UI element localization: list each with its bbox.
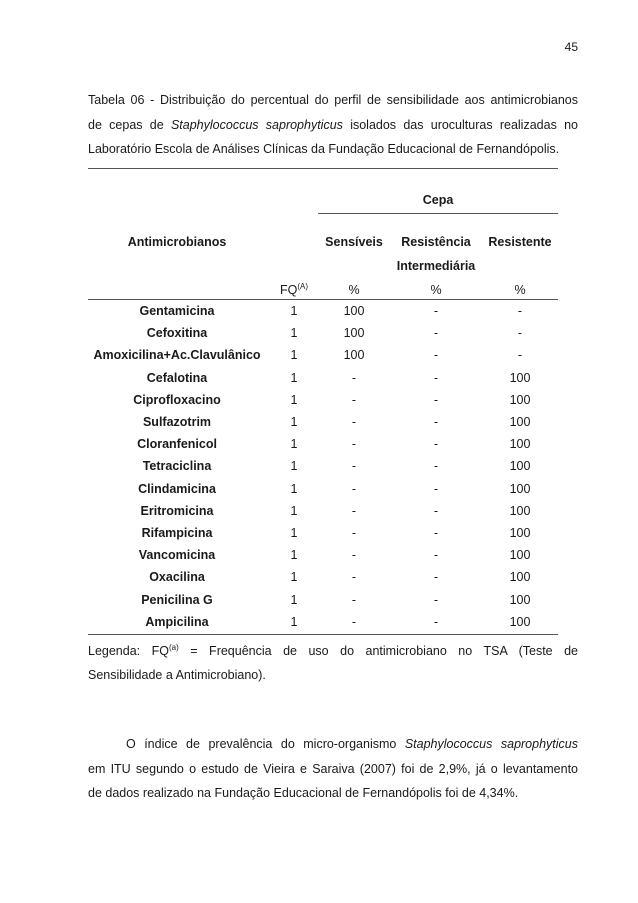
sensitive-value: - <box>351 548 357 563</box>
antimicrobial-name: Sulfazotrim <box>142 415 212 429</box>
sensitive-value: - <box>351 459 357 474</box>
legend-line-1: Legenda: $FQ^{(a)}$ = Frequência de uso do antimicrobiano no TSA (Teste de <box>88 643 579 659</box>
antimicrobial-name: Clindamicina <box>138 481 216 496</box>
antimicrobial-name: Amoxicilina+Ac.Clavulânico <box>93 348 261 363</box>
antimicrobial-name: Vancomicina <box>138 548 216 563</box>
fq-value: 1 <box>290 437 298 452</box>
intermediate-header-line-1: Resistência <box>401 235 471 249</box>
antimicrobial-name: Oxacilina <box>149 570 205 585</box>
antimicrobial-name: Ciprofloxacino <box>133 392 221 407</box>
paragraph-line-3: de dados realizado na Fundação Educacional de Fernandópolis foi de 4,34%. <box>88 786 519 800</box>
fq-value: 1 <box>290 570 298 585</box>
resistant-value: 100 <box>509 548 531 563</box>
sensitive-value: - <box>351 614 357 629</box>
intermediate-value: - <box>433 392 439 407</box>
cepa-header: Cepa <box>422 193 454 207</box>
cepa-rule <box>318 213 558 214</box>
resistant-value: 100 <box>509 526 531 540</box>
resistant-value: - <box>517 304 523 318</box>
sensitive-value: 100 <box>343 304 365 318</box>
resistant-header: Resistente <box>488 235 552 249</box>
antimicrobial-name: Penicilina G <box>141 592 213 607</box>
intermediate-value: - <box>433 592 439 607</box>
antimicrobial-name: Tetraciclina <box>142 459 212 474</box>
sensitive-value: 100 <box>343 348 365 363</box>
sensitive-value: - <box>351 503 357 518</box>
fq-value: 1 <box>290 348 298 363</box>
intermediate-value: - <box>433 481 439 496</box>
antimicrobial-name: Cloranfenicol <box>137 437 217 452</box>
caption-line-2: de cepas de Staphylococcus saprophyticus isolados das uroculturas realizadas no <box>88 117 578 132</box>
resistant-value: 100 <box>509 392 531 407</box>
intermediate-value: - <box>433 437 439 452</box>
sensitive-value: - <box>351 415 357 429</box>
fq-value: 1 <box>290 370 298 385</box>
resistant-pct-header: % <box>514 283 526 297</box>
legend <box>88 636 578 687</box>
legend-line-2: Sensibilidade a Antimicrobiano). <box>88 668 266 683</box>
intermediate-value: - <box>433 614 439 629</box>
resistant-value: 100 <box>509 370 531 385</box>
fq-value: 1 <box>290 526 298 540</box>
fq-value: 1 <box>290 481 298 496</box>
fq-value: 1 <box>290 326 298 341</box>
species-name: Staphylococcus saprophyticus <box>170 117 343 132</box>
sensitive-value: - <box>351 392 357 407</box>
resistant-value: 100 <box>509 415 531 429</box>
resistant-value: 100 <box>509 570 531 585</box>
antimicrobial-name: Ampicilina <box>145 614 209 629</box>
table-caption <box>88 88 578 162</box>
intermediate-value: - <box>433 370 439 385</box>
intermediate-value: - <box>433 348 439 363</box>
body-paragraph <box>88 732 578 806</box>
paragraph-line-1: O índice de prevalência do micro-organismo Staphylococcus saprophyticus <box>126 737 578 751</box>
antimicrobial-name: Rifampicina <box>141 526 213 540</box>
paragraph-line-2: em ITU segundo o estudo de Vieira e Saraiva (2007) foi de 2,9%, já o levantamento <box>88 761 578 776</box>
antimicrobial-name: Cefoxitina <box>146 326 208 341</box>
intermediate-value: - <box>433 415 439 429</box>
intermediate-value: - <box>433 526 439 540</box>
antimicrobial-name: Cefalotina <box>146 370 208 385</box>
sensitive-value: - <box>351 370 357 385</box>
intermediate-value: - <box>433 503 439 518</box>
antimicrobial-name: Eritromicina <box>140 503 214 518</box>
resistant-value: - <box>517 326 523 341</box>
table-bottom-rule <box>88 634 558 635</box>
sensitive-header: Sensíveis <box>325 235 383 249</box>
intermediate-value: - <box>433 548 439 563</box>
intermediate-header-line-2: Intermediária <box>396 259 476 273</box>
fq-value: 1 <box>290 503 298 518</box>
header-bottom-rule <box>88 299 558 300</box>
fq-header: $FQ^{(A)}$ <box>279 282 309 298</box>
resistant-value: 100 <box>509 437 531 452</box>
sensitive-value: - <box>351 592 357 607</box>
resistant-value: - <box>517 348 523 363</box>
page-number: 45 <box>564 40 578 54</box>
species-name: Staphylococcus saprophyticus <box>404 737 578 751</box>
fq-value: 1 <box>290 415 298 429</box>
intermediate-value: - <box>433 304 439 318</box>
resistant-value: 100 <box>509 503 531 518</box>
resistant-value: 100 <box>509 481 531 496</box>
antimicrobial-name: Gentamicina <box>139 304 215 318</box>
fq-value: 1 <box>290 548 298 563</box>
sensitive-value: - <box>351 437 357 452</box>
caption-line-1: Tabela 06 - Distribuição do percentual do perfil de sensibilidade aos antimicrobianos <box>88 93 578 107</box>
intermediate-value: - <box>433 570 439 585</box>
sensitive-value: - <box>351 481 357 496</box>
fq-value: 1 <box>290 592 298 607</box>
sensitive-pct-header: % <box>348 283 360 297</box>
sensitive-value: - <box>351 570 357 585</box>
fq-value: 1 <box>290 614 298 629</box>
caption-line-3: Laboratório Escola de Análises Clínicas da Fundação Educacional de Fernandópolis. <box>88 142 560 156</box>
resistant-value: 100 <box>509 614 531 629</box>
sensitive-value: 100 <box>343 326 365 341</box>
intermediate-pct-header: % <box>430 283 442 297</box>
intermediate-value: - <box>433 459 439 474</box>
table-top-rule <box>88 168 558 169</box>
fq-value: 1 <box>290 304 298 318</box>
sensitive-value: - <box>351 526 357 540</box>
intermediate-value: - <box>433 326 439 341</box>
resistant-value: 100 <box>509 592 531 607</box>
fq-value: 1 <box>290 392 298 407</box>
antimicrobial-header: Antimicrobianos <box>127 235 227 249</box>
resistant-value: 100 <box>509 459 531 474</box>
fq-value: 1 <box>290 459 298 474</box>
